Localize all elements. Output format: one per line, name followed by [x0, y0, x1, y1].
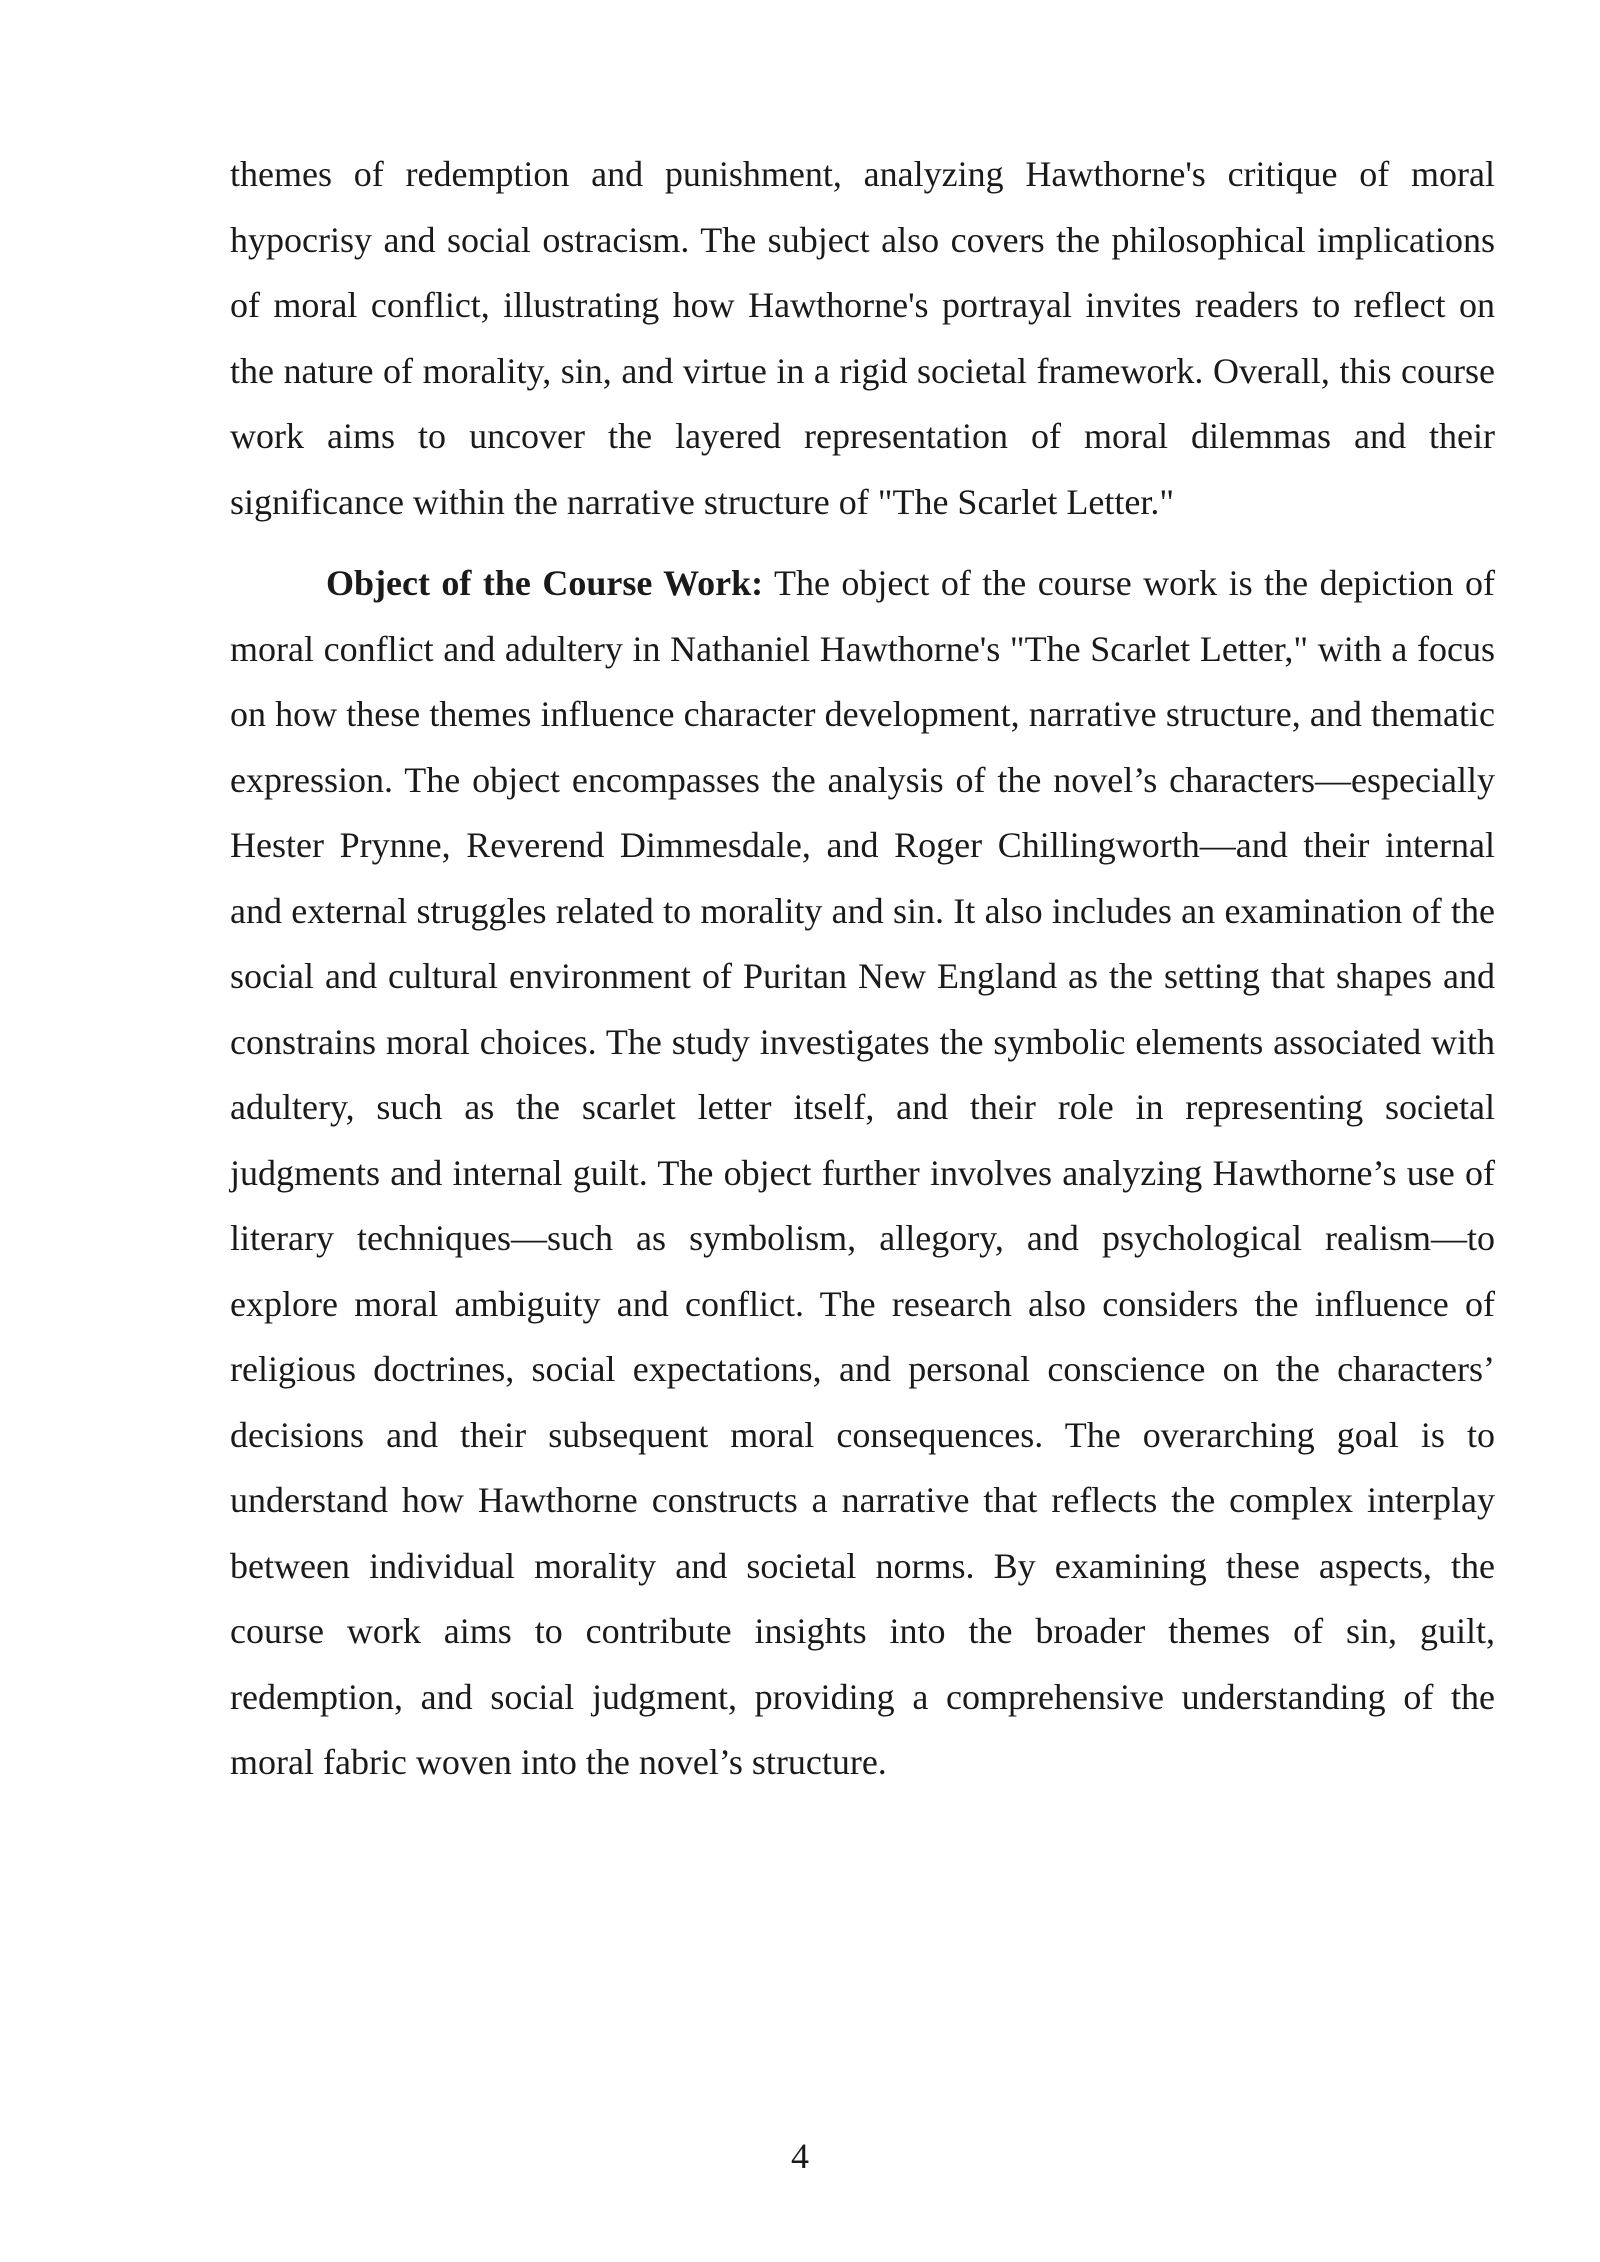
paragraph-text: themes of redemption and punishment, analyzing Hawthorne's critique of moral hypocrisy and social ostracism. The subject also covers the philosophical implications of moral conflict, illustrating how Hawthorne's portrayal invites readers to reflect on the nature of morality, sin, and virtue in a rigid societal framework. Overall, this course work aims to uncover the layered representation of moral dilemmas and their significance within the narrative structure of "The Scarlet Letter.": [230, 154, 1495, 522]
document-body: [230, 142, 1495, 1796]
page-number: 4: [791, 2136, 809, 2176]
paragraph-object-of-course-work: [230, 551, 1495, 1796]
paragraph-subject-continuation: [230, 142, 1495, 535]
paragraph-text: The object of the course work is the depiction of moral conflict and adultery in Nathaniel Hawthorne's "The Scarlet Letter," with a focus on how these themes influence character development, narrative structure, and thematic expression. The object encompasses the analysis of the novel’s characters—especially Hester Prynne, Reverend Dimmesdale, and Roger Chillingworth—and their internal and external struggles related to morality and sin. It also includes an examination of the social and cultural environment of Puritan New England as the setting that shapes and constrains moral choices. The study investigates the symbolic elements associated with adultery, such as the scarlet letter itself, and their role in representing societal judgments and internal guilt. The object further involves analyzing Hawthorne’s use of literary techniques—such as symbolism, allegory, and psychological realism—to explore moral ambiguity and conflict. The research also considers the influence of religious doctrines, social expectations, and personal conscience on the characters’ decisions and their subsequent moral consequences. The overarching goal is to understand how Hawthorne constructs a narrative that reflects the complex interplay between individual morality and societal norms. By examining these aspects, the course work aims to contribute insights into the broader themes of sin, guilt, redemption, and social judgment, providing a comprehensive understanding of the moral fabric woven into the novel’s structure.: [230, 563, 1495, 1782]
paragraph-heading: Object of the Course Work:: [326, 563, 764, 603]
